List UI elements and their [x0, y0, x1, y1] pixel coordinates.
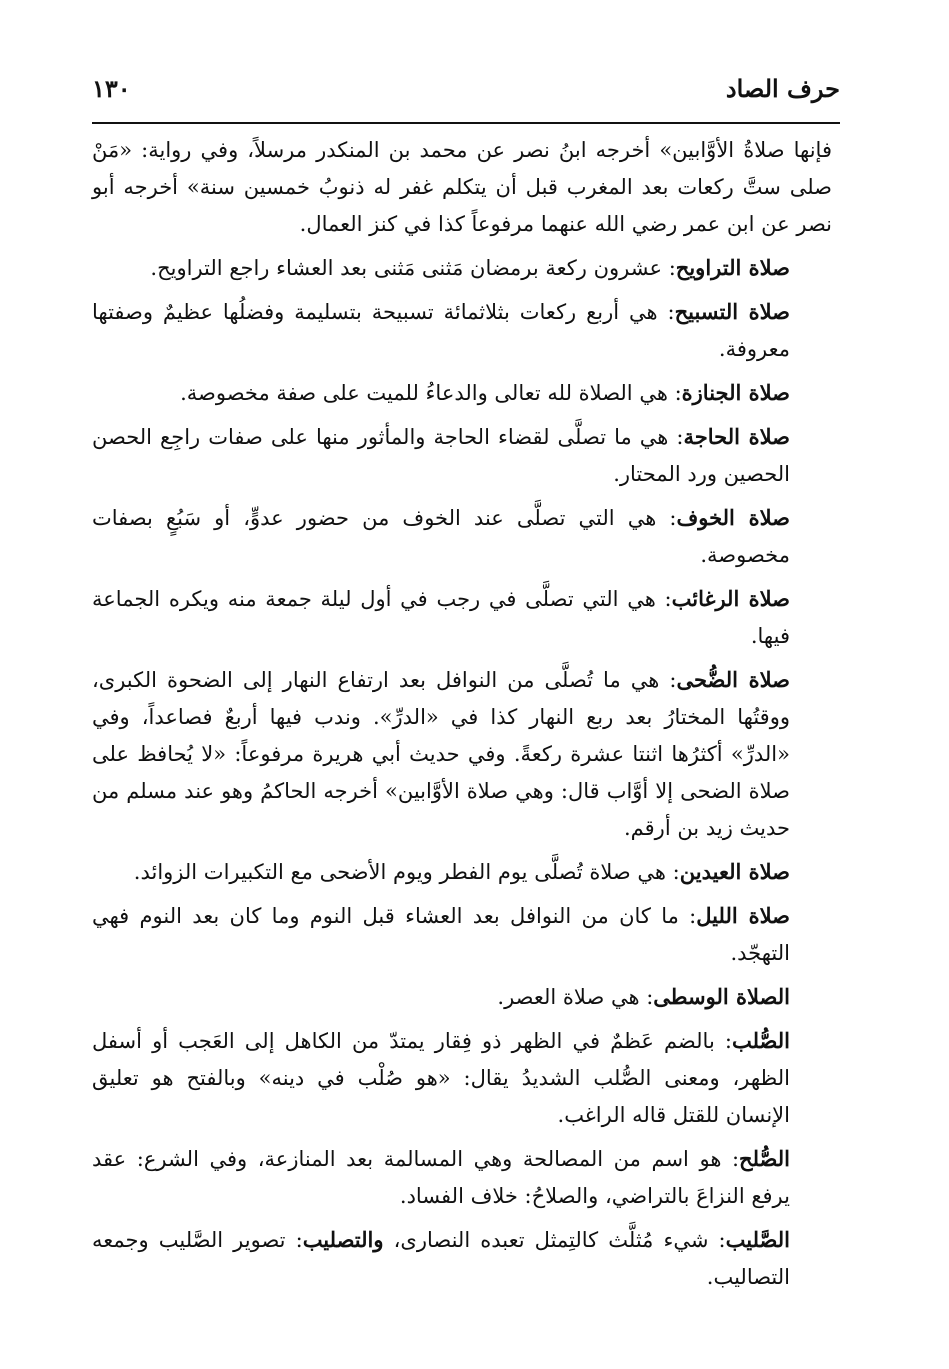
entry-definition: : عشرون ركعة برمضان مَثنى مَثنى بعد العشاء راجع التراويح. — [150, 256, 676, 280]
entry-salib — [92, 1221, 832, 1296]
entry-definition: : هي أربع ركعات بثلاثمائة تسبيحة بتسليمة وفضلُها عظيمٌ وصفتها معروفة. — [92, 300, 790, 361]
entry-term: صلاة الحاجة — [683, 424, 790, 449]
entry-salat-duha — [92, 661, 832, 847]
entry-salat-wusta — [92, 978, 832, 1016]
entry-definition: : بالضم عَظمٌ في الظهر ذو فِقار يمتدّ من الكاهل إلى العَجب أو أسفل الظهر، ومعنى الصُّلب الشديدُ يقال: «هو صُلْب في دينه» وبالفتح هو تعليق الإنسان للقتل قاله الراغب. — [92, 1029, 790, 1127]
entry-term: الصُّلح — [739, 1146, 790, 1171]
entry-term: صلاة التراويح — [675, 255, 790, 280]
entry-sulb — [92, 1022, 832, 1134]
entry-term: الصلاة الوسطى — [653, 984, 790, 1009]
entry-salat-taraweeh — [92, 249, 832, 287]
entry-definition: : هي الصلاة لله تعالى والدعاءُ للميت على صفة مخصوصة. — [180, 381, 682, 405]
page-body — [92, 132, 832, 1302]
entry-definition: : شيء مُثلَّث كالتِمثل تعبده النصارى، — [383, 1228, 726, 1252]
entry-salat-haja — [92, 418, 832, 493]
entry-definition: : هي ما تُصلَّى من النوافل بعد ارتفاع النهار إلى الضحوة الكبرى، ووقتُها المختارُ بعد ربع النهار كذا في «الدرِّ». وندب فيها أربعٌ فصاعداً، وفي «الدرِّ» أكثرُها اثنتا عشرة ركعةً. وفي حديث أبي هريرة مرفوعاً: «لا يُحافظ على صلاة الضحى إلا أوَّاب قال: وهي صلاة الأوَّابين» أخرجه الحاكمُ وهو عند مسلم من حديث زيد بن أرقم. — [92, 668, 790, 840]
entry-salat-raghaib — [92, 580, 832, 655]
entry-term: صلاة الجنازة — [681, 380, 790, 405]
page-number: ١٣٠ — [92, 74, 131, 103]
entry-subterm: والتصليب — [302, 1227, 384, 1252]
running-header — [92, 72, 840, 112]
entry-definition: : ما كان من النوافل بعد العشاء قبل النوم وما كان بعد النوم فهي التهجّد. — [92, 904, 790, 965]
entry-term: الصُّلب — [731, 1028, 790, 1053]
entry-term: صلاة الخوف — [676, 505, 790, 530]
intro-paragraph: فإنها صلاةُ الأوَّابين» أخرجه ابنُ نصر عن محمد بن المنكدر مرسلاً، وفي رواية: «مَنْ صلى ستَّ ركعات بعد المغرب قبل أن يتكلم غفر له ذنوبُ خمسين سنة» أخرجه أبو نصر عن ابن عمر رضي الله عنهما مرفوعاً كذا في كنز العمال. — [92, 138, 832, 236]
entry-subdefinition: : تصوير الصَّليب وجمعه التصاليب. — [92, 1228, 790, 1289]
entry-definition: : هي التي تصلَّى في رجب في أول ليلة جمعة منه ويكره الجماعة فيها. — [92, 587, 790, 648]
entry-salat-janaza — [92, 374, 832, 412]
entry-term: صلاة الرغائب — [671, 586, 791, 611]
entry-definition: : هي صلاة العصر. — [497, 985, 654, 1009]
entry-sulh — [92, 1140, 832, 1215]
entry-definition: : هي صلاة تُصلَّى يوم الفطر ويوم الأضحى مع التكبيرات الزوائد. — [133, 860, 680, 884]
entry-salat-layl — [92, 897, 832, 972]
entry-term: صلاة العيدين — [679, 859, 790, 884]
header-divider — [92, 122, 840, 124]
entry-definition: : هي ما تصلَّى لقضاء الحاجة والمأثور منها على صفات راجِع الحصن الحصين ورد المحتار. — [92, 425, 790, 486]
entry-term: صلاة الضُّحى — [676, 667, 790, 692]
header-title: حرف الصاد — [725, 74, 840, 103]
entry-definition: : هي التي تصلَّى عند الخوف من حضور عدوٍّ، أو سَبُعٍ بصفات مخصوصة. — [92, 506, 790, 567]
entry-term: صلاة التسبيح — [674, 299, 790, 324]
entry-term: الصَّليب — [725, 1227, 790, 1252]
entry-term: صلاة الليل — [696, 903, 790, 928]
entry-salat-tasbih — [92, 293, 832, 368]
entry-definition: : هو اسم من المصالحة وهي المسالمة بعد المنازعة، وفي الشرع: عقد يرفع النزاعَ بالتراضي، والصلاحُ: خلاف الفساد. — [92, 1147, 790, 1208]
entry-salat-eidain — [92, 853, 832, 891]
entry-salat-khawf — [92, 499, 832, 574]
